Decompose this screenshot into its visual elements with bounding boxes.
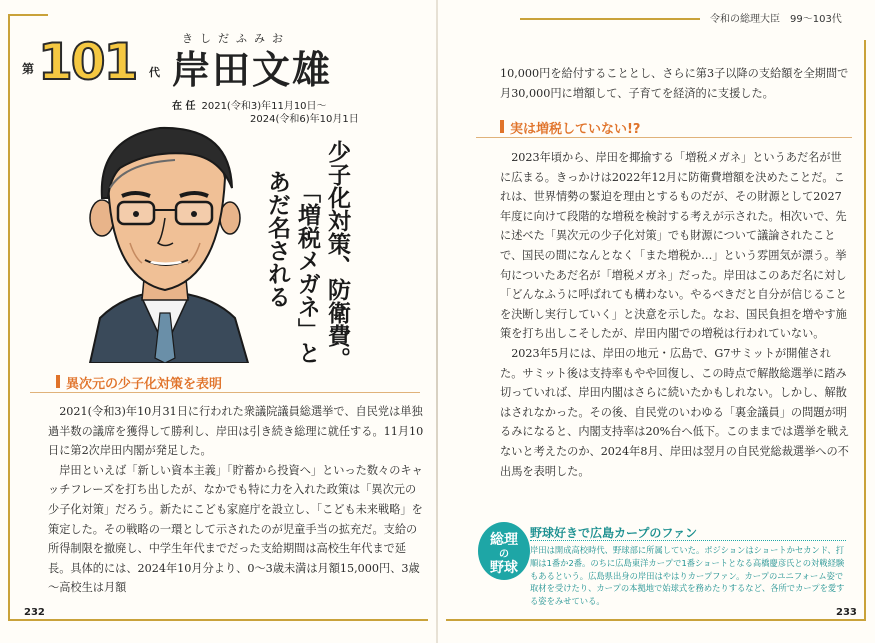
- paragraph: 2023年頃から、岸田を揶揄する「増税メガネ」というあだ名が世に広まる。きっかけは2022年12月に防衛費増額を決めたことだ。これは、世界情勢の緊迫を理由とするものだが、その財源として2027年度に向けて段階的な増税を検討する考えが示された。相次いで、先に述べた「異次元の少子化対策」でも財源について議論されたことで、国民の間になんとなく「また増税か…」という雰囲気が漂う。挙句についたあだ名が「増税メガネ」だった。岸田はこのあだ名に対し「どんなふうに呼ばれても構わない。やるべきだと自分が信じることを決断し実行していく」と決意を示した。なお、国民負担を増やす施策を打ち出しこそしたが、岸田内閣での増税は行われていない。: [500, 151, 847, 341]
- badge-line: 総理: [490, 532, 518, 548]
- book-gutter: [436, 0, 438, 643]
- paragraph: 2021(令和3)年10月31日に行われた衆議院議員総選挙で、自民党は単独過半数の議席を獲得して勝利し、岸田は引き続き総理に就任する。11月10日に第2次岸田内閣が発足した。: [48, 405, 424, 458]
- column-title: 野球好きで広島カープのファン: [530, 526, 698, 540]
- name-reading: きしだふみお: [182, 32, 290, 45]
- frame-line: [8, 619, 428, 621]
- badge-line: 野球: [490, 560, 518, 576]
- ordinal-prefix: 第: [22, 62, 35, 76]
- tenure-label: 在 任: [172, 101, 196, 112]
- paragraph: 岸田といえば「新しい資本主義」「貯蓄から投資へ」といった数々のキャッチフレーズを打ち出したが、なかでも特に力を入れた政策は「異次元の少子化対策」だろう。新たにこども家庭庁を設立し、「こども未来戦略」を策定した。その戦略の一環として示されたのが児童手当の拡充だ。支給の所得制限を撤廃し、中学生年代までだった支給期間は高校生年代まで延長。具体的には、2024年10月分より、0～3歳未満は月額15,000円、3歳～高校生は月額: [48, 463, 423, 595]
- catch-line: あだ名される: [264, 170, 290, 308]
- ordinal-suffix: 代: [149, 66, 160, 79]
- ordinal-number: 101: [38, 33, 137, 91]
- frame-line: [864, 40, 866, 620]
- right-top-text: [500, 64, 852, 103]
- column-badge: [478, 522, 530, 580]
- paragraph: 10,000円を給付することとし、さらに第3子以降の支給額を全期間で月30,000円に増額して、子育てを経済的に支援した。: [500, 67, 849, 100]
- running-header: 令和の総理大臣 99～103代: [710, 14, 842, 25]
- column-box: [470, 522, 848, 614]
- column-rule: [530, 540, 846, 541]
- catch-line: 「増税メガネ」と: [294, 180, 320, 364]
- title-block: [22, 26, 432, 96]
- section-rule: [476, 137, 852, 138]
- badge-line: の: [499, 549, 509, 560]
- tenure-start: 2021(令和3)年11月10日～: [201, 101, 327, 112]
- catch-copy: [262, 140, 352, 370]
- column-body: 岸田は開成高校時代、野球部に所属していた。ポジションはショートかセカンド、打順は1番か2番。のちに広島東洋カープで1番ショートとなる高橋慶彦氏との対戦経験もあるという。広島県出身の岸田はやはりカープファン。カープのユニフォーム姿で取材を受けたり、カープの本拠地で始球式を務めたりするなど、各所でカープを愛する姿をみせている。: [530, 545, 845, 607]
- page-number-right: 233: [836, 607, 857, 618]
- frame-line: [8, 14, 10, 619]
- catch-line: 少子化対策、防衛費。: [324, 140, 350, 370]
- left-body-text: [48, 402, 426, 598]
- section-rule: [30, 392, 420, 393]
- frame-line: [520, 18, 700, 20]
- frame-line: [446, 619, 866, 621]
- portrait-illustration: [80, 118, 250, 363]
- section-heading: 異次元の少子化対策を表明: [66, 373, 222, 392]
- person-name: 岸田文雄: [172, 48, 333, 92]
- section-heading: 実は増税していない!?: [510, 118, 640, 137]
- frame-line: [8, 14, 48, 16]
- column-badge-text: [484, 532, 524, 577]
- right-body-text: [500, 148, 852, 481]
- page-number-left: 232: [24, 607, 45, 618]
- paragraph: 2023年5月には、岸田の地元・広島で、G7サミットが開催された。サミット後は支持率もやや回復し、この時点で解散総選挙に踏み切っていれば、岸田内閣はさらに続いたかもしれない。しかし、解散はされなかった。その後、自民党のいわゆる「裏金議員」の問題が明るみになると、内閣支持率は20%台へ低下。このままでは選挙を戦えないと考えたのか、2024年8月、岸田は翌月の自民党総裁選挙への不出馬を表明した。: [500, 346, 850, 478]
- tenure-end: 2024(令和6)年10月1日: [250, 114, 359, 125]
